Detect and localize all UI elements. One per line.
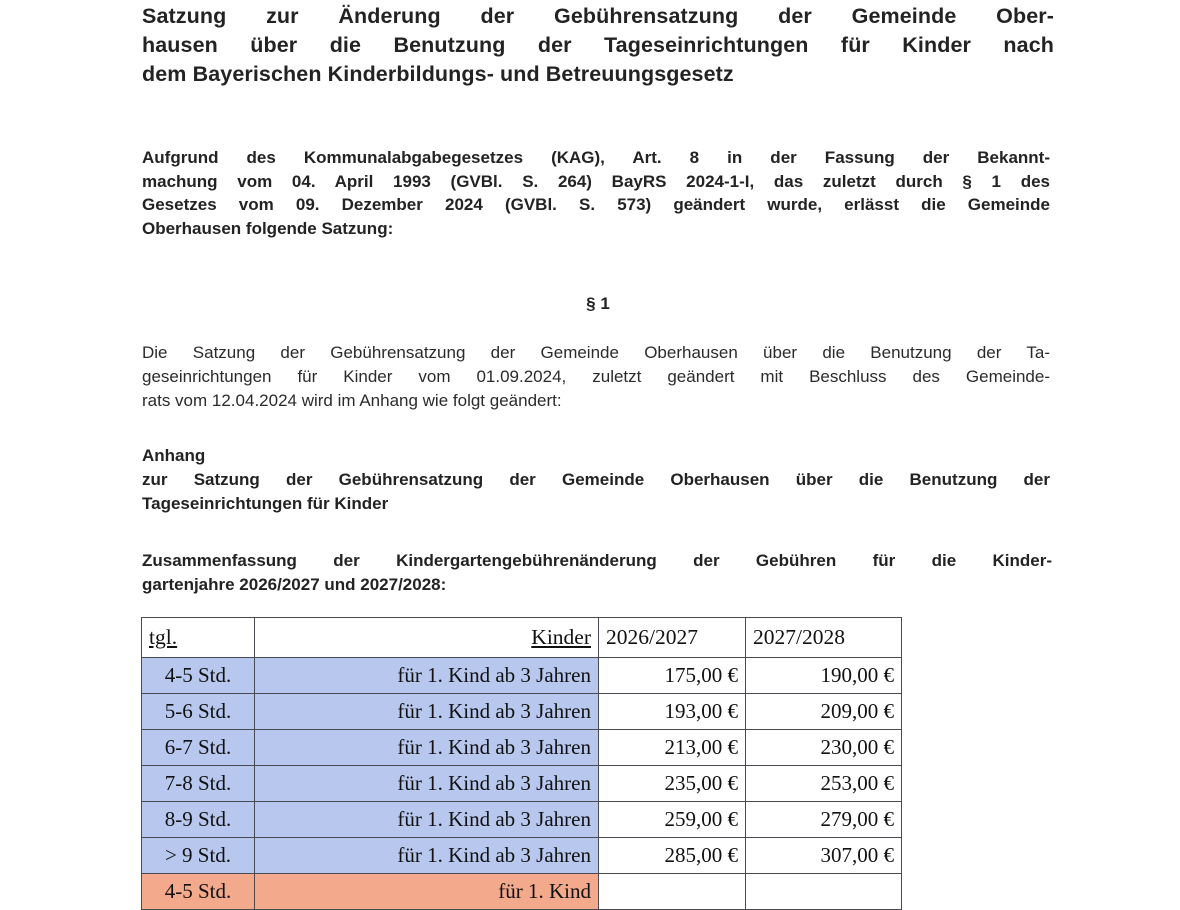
cell-price-year1: 259,00 €	[599, 802, 746, 838]
annex-subtitle-line-2: Tageseinrichtungen für Kinder	[142, 493, 389, 513]
fee-table-head	[142, 618, 902, 658]
section-marker: § 1	[586, 294, 610, 313]
preamble-line-2: machung vom 04. April 1993 (GVBl. S. 264) BayRS 2024-1-I, das zuletzt durch § 1 des	[142, 171, 1050, 191]
cell-price-year2: 230,00 €	[746, 730, 902, 766]
preamble-paragraph	[142, 146, 1050, 240]
cell-hours: > 9 Std.	[142, 838, 255, 874]
column-header-year-2026-2027: 2026/2027	[599, 618, 746, 658]
table-row	[142, 730, 902, 766]
column-header-children	[255, 618, 599, 658]
cell-price-year1: 213,00 €	[599, 730, 746, 766]
fee-table-container	[141, 617, 901, 903]
cell-price-year1: 193,00 €	[599, 694, 746, 730]
annex-subtitle	[142, 468, 1050, 515]
cell-price-year1: 285,00 €	[599, 838, 746, 874]
section-body-line-2: geseinrichtungen für Kinder vom 01.09.2024, zuletzt geändert mit Beschluss des Gemeinde-	[142, 367, 1050, 386]
cell-price-year2: 279,00 €	[746, 802, 902, 838]
table-row	[142, 838, 902, 874]
cell-price-year2	[746, 874, 902, 910]
preamble-line-4: Oberhausen folgende Satzung:	[142, 218, 394, 238]
cell-price-year2: 209,00 €	[746, 694, 902, 730]
cell-description: für 1. Kind ab 3 Jahren	[255, 766, 599, 802]
fee-table	[141, 617, 902, 910]
cell-hours: 8-9 Std.	[142, 802, 255, 838]
cell-price-year1: 235,00 €	[599, 766, 746, 802]
summary-paragraph	[142, 549, 1052, 596]
column-header-hours-label: tgl.	[149, 624, 178, 649]
cell-description: für 1. Kind ab 3 Jahren	[255, 838, 599, 874]
table-row	[142, 874, 902, 910]
cell-description: für 1. Kind ab 3 Jahren	[255, 694, 599, 730]
section-body-line-1: Die Satzung der Gebührensatzung der Gemeinde Oberhausen über die Benutzung der Ta-	[142, 343, 1050, 362]
cell-price-year2: 190,00 €	[746, 658, 902, 694]
preamble-line-1: Aufgrund des Kommunalabgabegesetzes (KAG), Art. 8 in der Fassung der Bekannt-	[142, 148, 1050, 167]
fee-table-body	[142, 658, 902, 910]
cell-price-year1: 175,00 €	[599, 658, 746, 694]
document-title-line-2: hausen über die Benutzung der Tageseinrichtungen für Kinder nach	[142, 33, 1054, 57]
column-header-year-2027-2028: 2027/2028	[746, 618, 902, 658]
cell-price-year2: 307,00 €	[746, 838, 902, 874]
cell-hours: 6-7 Std.	[142, 730, 255, 766]
table-row	[142, 766, 902, 802]
cell-hours: 5-6 Std.	[142, 694, 255, 730]
document-title-line-3: dem Bayerischen Kinderbildungs- und Betreuungsgesetz	[142, 62, 734, 86]
column-header-hours	[142, 618, 255, 658]
table-row	[142, 802, 902, 838]
cell-price-year1	[599, 874, 746, 910]
annex-heading: Anhang	[142, 446, 206, 465]
cell-hours: 4-5 Std.	[142, 874, 255, 910]
fee-table-header-row	[142, 618, 902, 658]
column-header-children-label: Kinder	[531, 624, 591, 649]
section-body-line-3: rats vom 12.04.2024 wird im Anhang wie folgt geändert:	[142, 391, 562, 410]
section-body-paragraph	[142, 341, 1050, 413]
summary-line-1: Zusammenfassung der Kindergartengebührenänderung der Gebühren für die Kinder-	[142, 551, 1052, 570]
cell-hours: 7-8 Std.	[142, 766, 255, 802]
cell-description: für 1. Kind	[255, 874, 599, 910]
summary-line-2: gartenjahre 2026/2027 und 2027/2028:	[142, 574, 447, 594]
preamble-line-3: Gesetzes vom 09. Dezember 2024 (GVBl. S. 573) geändert wurde, erlässt die Gemeinde	[142, 195, 1050, 214]
cell-description: für 1. Kind ab 3 Jahren	[255, 658, 599, 694]
table-row	[142, 694, 902, 730]
cell-description: für 1. Kind ab 3 Jahren	[255, 730, 599, 766]
cell-description: für 1. Kind ab 3 Jahren	[255, 802, 599, 838]
cell-hours: 4-5 Std.	[142, 658, 255, 694]
cell-price-year2: 253,00 €	[746, 766, 902, 802]
document-title-line-1: Satzung zur Änderung der Gebührensatzung der Gemeinde Ober-	[142, 4, 1054, 28]
table-row	[142, 658, 902, 694]
document-title	[142, 2, 1054, 89]
annex-subtitle-line-1: zur Satzung der Gebührensatzung der Gemeinde Oberhausen über die Benutzung der	[142, 470, 1050, 489]
